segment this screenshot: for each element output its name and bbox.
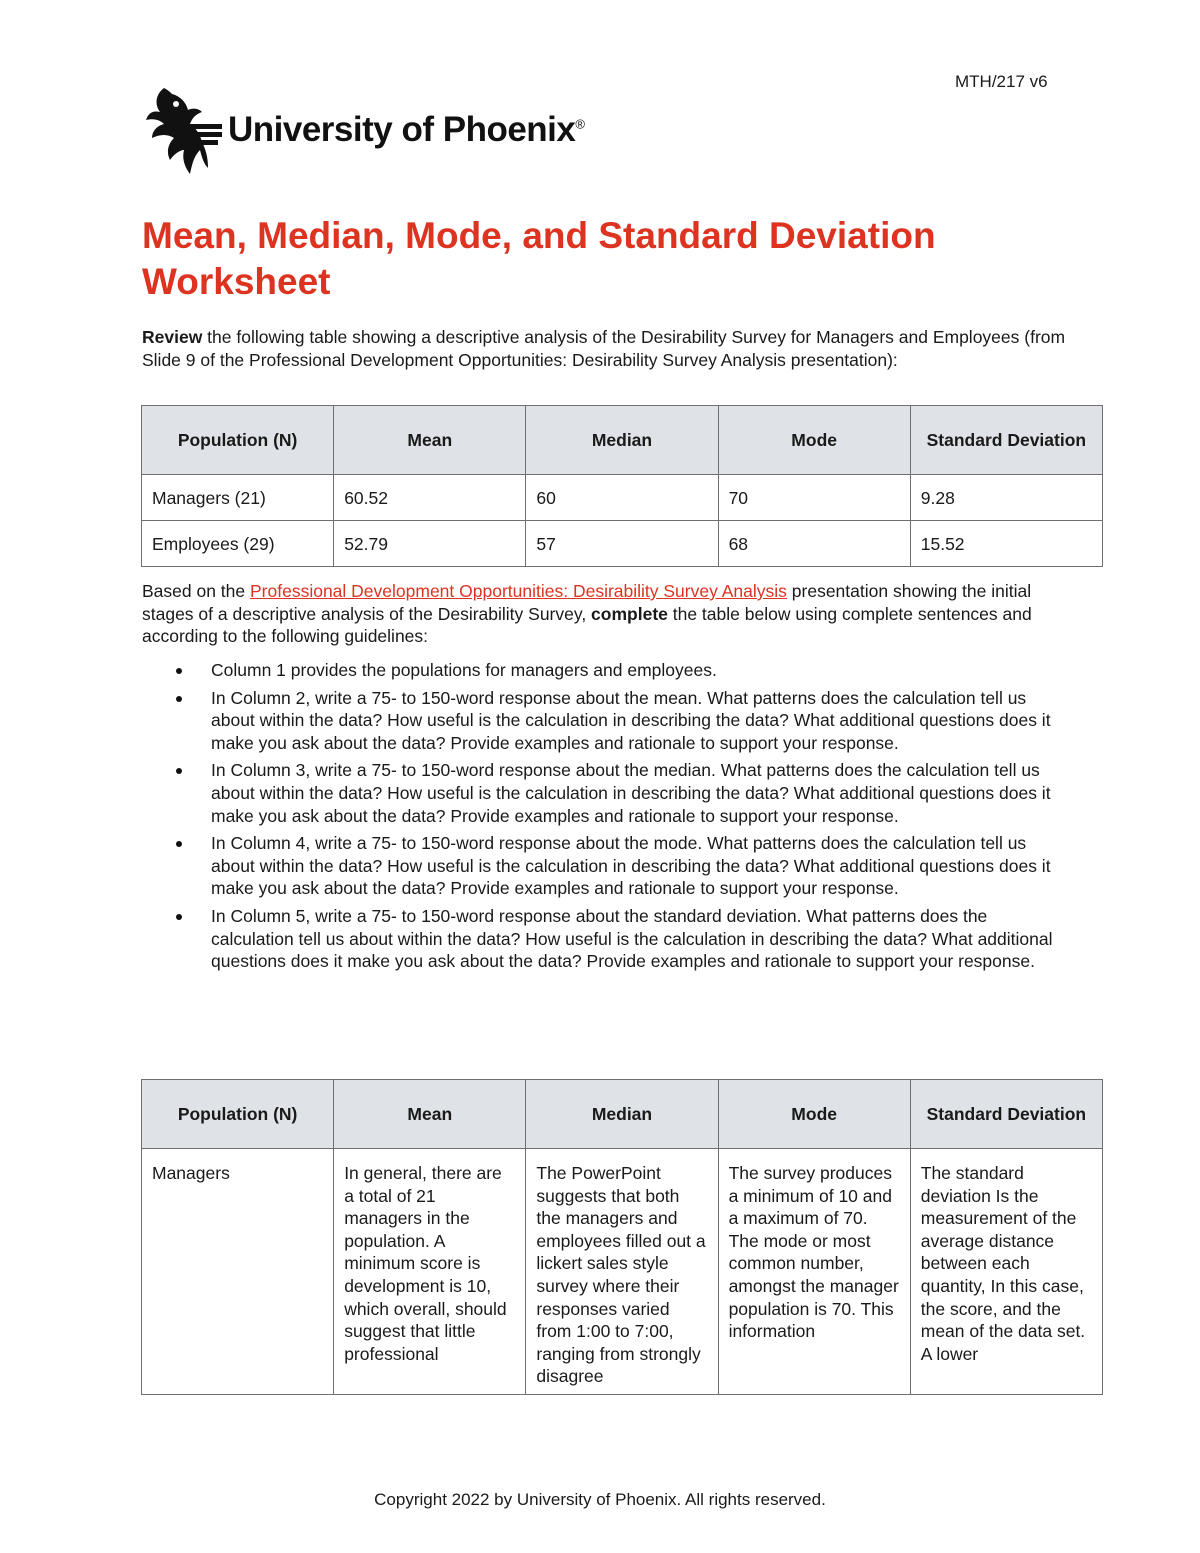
university-logo — [142, 84, 584, 176]
column-header: Mode — [718, 406, 910, 475]
intro-paragraph: Review the following table showing a descriptive analysis of the Desirability Survey for Managers and Employees (from Slide 9 of the Professional Development Opportunities: Desirability Survey Analysis presentation): — [142, 327, 1066, 370]
column-header: Mean — [334, 406, 526, 475]
column-header: Standard Deviation — [910, 1080, 1102, 1149]
table-cell: Employees (29) — [142, 521, 334, 567]
column-header: Population (N) — [142, 1080, 334, 1149]
bullet-icon — [176, 914, 182, 920]
list-item: In Column 4, write a 75- to 150-word response about the mode. What patterns does the calculation tell us about within the data? How useful is the calculation in describing the data? What additional questions does it make you ask about the data? Provide examples and rationale to support your response. — [172, 832, 1062, 900]
table-cell[interactable]: In general, there are a total of 21 managers in the population. A minimum score is development is 10, which overall, should suggest that little professional — [334, 1149, 526, 1395]
column-header: Median — [526, 406, 718, 475]
page-title: Mean, Median, Mode, and Standard Deviation Worksheet — [142, 215, 936, 302]
table-cell: 70 — [718, 475, 910, 521]
list-item: In Column 5, write a 75- to 150-word response about the standard deviation. What patterns does the calculation tell us about within the data? How useful is the calculation in describing the data? What additional questions does it make you ask about the data? Provide examples and rationale to support your response. — [172, 905, 1062, 973]
table-row — [142, 475, 1103, 521]
table-cell: Managers (21) — [142, 475, 334, 521]
table-cell[interactable]: Managers — [142, 1149, 334, 1395]
bullet-icon — [176, 768, 182, 774]
table-row — [142, 521, 1103, 567]
bullet-icon — [176, 668, 182, 674]
logo-wordmark: University of Phoenix® — [228, 110, 585, 149]
table-cell: 9.28 — [910, 475, 1102, 521]
phoenix-bird-icon — [142, 84, 222, 176]
column-header: Mean — [334, 1080, 526, 1149]
course-code: MTH/217 v6 — [955, 72, 1048, 91]
table-header-row — [142, 1080, 1103, 1149]
table-cell[interactable]: The PowerPoint suggests that both the managers and employees filled out a lickert sales style survey where their responses varied from 1:00 to 7:00, ranging from strongly disagree — [526, 1149, 718, 1395]
table-cell: 68 — [718, 521, 910, 567]
list-item: In Column 2, write a 75- to 150-word response about the mean. What patterns does the calculation tell us about within the data? How useful is the calculation in describing the data? What additional questions does it make you ask about the data? Provide examples and rationale to support your response. — [172, 687, 1062, 755]
presentation-link[interactable]: Professional Development Opportunities: Desirability Survey Analysis — [250, 581, 787, 601]
bullet-icon — [176, 841, 182, 847]
table-cell[interactable]: The survey produces a minimum of 10 and a maximum of 70. The mode or most common number, amongst the manager population is 70. This information — [718, 1149, 910, 1395]
table-cell: 52.79 — [334, 521, 526, 567]
summary-statistics-table — [141, 405, 1103, 567]
list-item: In Column 3, write a 75- to 150-word response about the median. What patterns does the calculation tell us about within the data? How useful is the calculation in describing the data? What additional questions does it make you ask about the data? Provide examples and rationale to support your response. — [172, 759, 1062, 827]
column-header: Population (N) — [142, 406, 334, 475]
column-header: Mode — [718, 1080, 910, 1149]
copyright-footer: Copyright 2022 by University of Phoenix. All rights reserved. — [374, 1490, 826, 1509]
table-cell[interactable]: The standard deviation Is the measurement of the average distance between each quantity, In this case, the score, and the mean of the data set. A lower — [910, 1149, 1102, 1395]
table-cell: 57 — [526, 521, 718, 567]
guidelines-list — [172, 659, 1062, 978]
bullet-icon — [176, 696, 182, 702]
column-header: Standard Deviation — [910, 406, 1102, 475]
table-cell: 60.52 — [334, 475, 526, 521]
table-header-row — [142, 406, 1103, 475]
list-item: Column 1 provides the populations for managers and employees. — [172, 659, 1062, 682]
table-row — [142, 1149, 1103, 1395]
column-header: Median — [526, 1080, 718, 1149]
table-cell: 15.52 — [910, 521, 1102, 567]
response-table — [141, 1079, 1103, 1395]
instructions-paragraph: Based on the Professional Development Opportunities: Desirability Survey Analysis presentation showing the initial stages of a descriptive analysis of the Desirability Survey, complete the table below using complete sentences and according to the following guidelines: — [142, 581, 1032, 646]
table-cell: 60 — [526, 475, 718, 521]
